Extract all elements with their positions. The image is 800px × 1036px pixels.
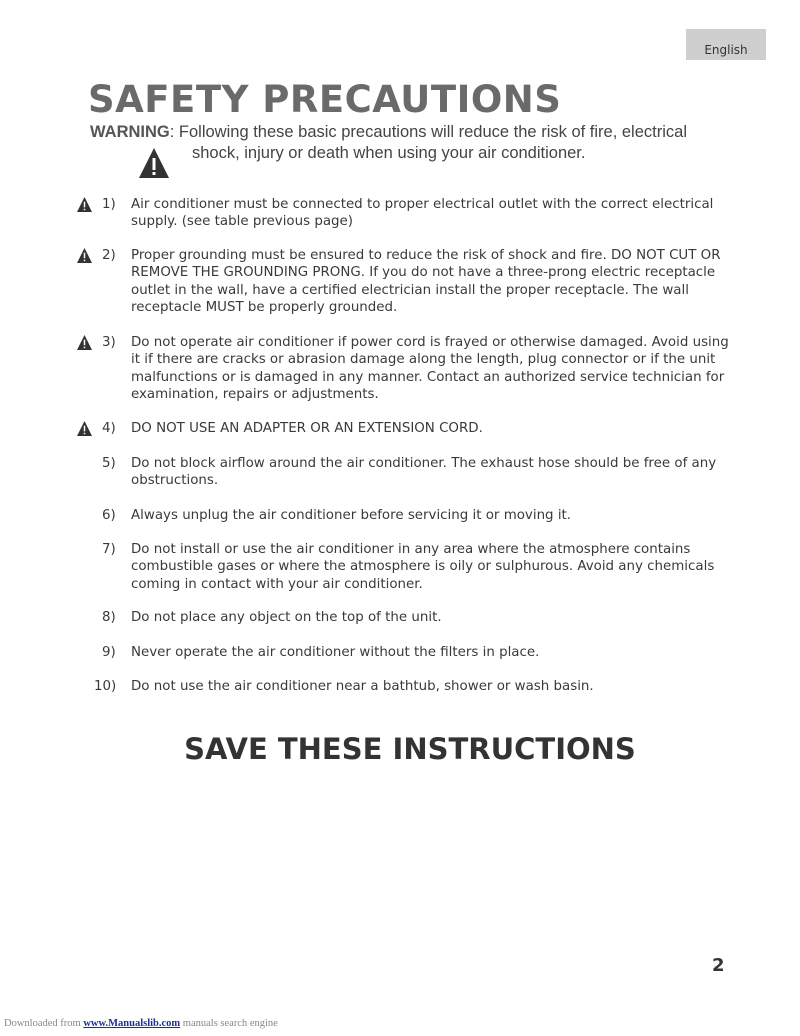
item-text: Do not place any object on the top of the unit. <box>131 610 442 625</box>
item-number: 3) <box>102 335 116 350</box>
item-text: Do not use the air conditioner near a bathtub, shower or wash basin. <box>131 679 594 694</box>
safety-item <box>60 420 730 437</box>
safety-item <box>60 541 730 593</box>
warning-line1 <box>90 122 790 143</box>
item-text: Always unplug the air conditioner before servicing it or moving it. <box>131 508 572 523</box>
item-number: 6) <box>102 508 116 523</box>
warning-text-line2: shock, injury or death when using your air conditioner. <box>192 144 586 162</box>
manualslib-link[interactable]: www.Manualslib.com <box>83 1018 181 1029</box>
warning-label: WARNING <box>90 123 170 141</box>
item-number: 8) <box>102 610 116 625</box>
item-number: 9) <box>102 645 116 660</box>
item-number: 7) <box>102 542 116 557</box>
warning-statement <box>90 122 790 164</box>
item-number: 4) <box>102 421 116 436</box>
item-number: 5) <box>102 456 116 471</box>
page-title: SAFETY PRECAUTIONS <box>88 78 562 121</box>
safety-item <box>60 455 730 490</box>
footer-prefix: Downloaded from <box>4 1018 84 1029</box>
footer-suffix: manuals search engine <box>180 1018 278 1029</box>
item-number: 2) <box>102 248 116 263</box>
warning-triangle-icon <box>77 248 92 263</box>
warning-triangle-icon <box>77 335 92 350</box>
safety-item <box>60 196 730 231</box>
item-text: DO NOT USE AN ADAPTER OR AN EXTENSION CORD. <box>131 421 483 436</box>
warning-triangle-icon <box>77 197 92 212</box>
footer <box>4 1018 278 1029</box>
item-text: Proper grounding must be ensured to reduce the risk of shock and fire. DO NOT CUT OR REMOVE THE GROUNDING PRONG. If you do not have a three-prong electric receptacle outlet in the wall, have a certified electrician install the proper receptacle. The wall receptacle MUST be properly grounded. <box>131 248 721 315</box>
language-tab: English <box>686 29 766 60</box>
item-number: 10) <box>94 679 117 694</box>
safety-item <box>60 644 730 661</box>
item-text: Do not install or use the air conditioner in any area where the atmosphere contains combustible gases or where the atmosphere is oily or sulphurous. Avoid any chemicals coming in contact with your air conditioner. <box>131 542 715 592</box>
item-text: Do not block airflow around the air conditioner. The exhaust hose should be free of any obstructions. <box>131 456 717 489</box>
safety-item <box>60 247 730 316</box>
item-text: Air conditioner must be connected to proper electrical outlet with the correct electrical supply. (see table previous page) <box>131 197 714 230</box>
safety-item <box>60 334 730 403</box>
safety-item <box>60 609 730 626</box>
save-instructions-heading: SAVE THESE INSTRUCTIONS <box>184 732 636 766</box>
warning-text: : Following these basic precautions will reduce the risk of fire, electrical <box>169 123 687 141</box>
item-number: 1) <box>102 197 116 212</box>
warning-triangle-icon <box>138 147 170 179</box>
warning-triangle-icon <box>77 421 92 436</box>
item-text: Never operate the air conditioner without the filters in place. <box>131 645 540 660</box>
page-number: 2 <box>712 955 725 976</box>
item-text: Do not operate air conditioner if power cord is frayed or otherwise damaged. Avoid using it if there are cracks or abrasion damage along the length, plug connector or if the unit malfunctions or is damaged in any manner. Contact an authorized service technician for examination, repairs or adjustments. <box>131 335 729 402</box>
safety-item <box>60 678 730 695</box>
safety-item <box>60 507 730 524</box>
